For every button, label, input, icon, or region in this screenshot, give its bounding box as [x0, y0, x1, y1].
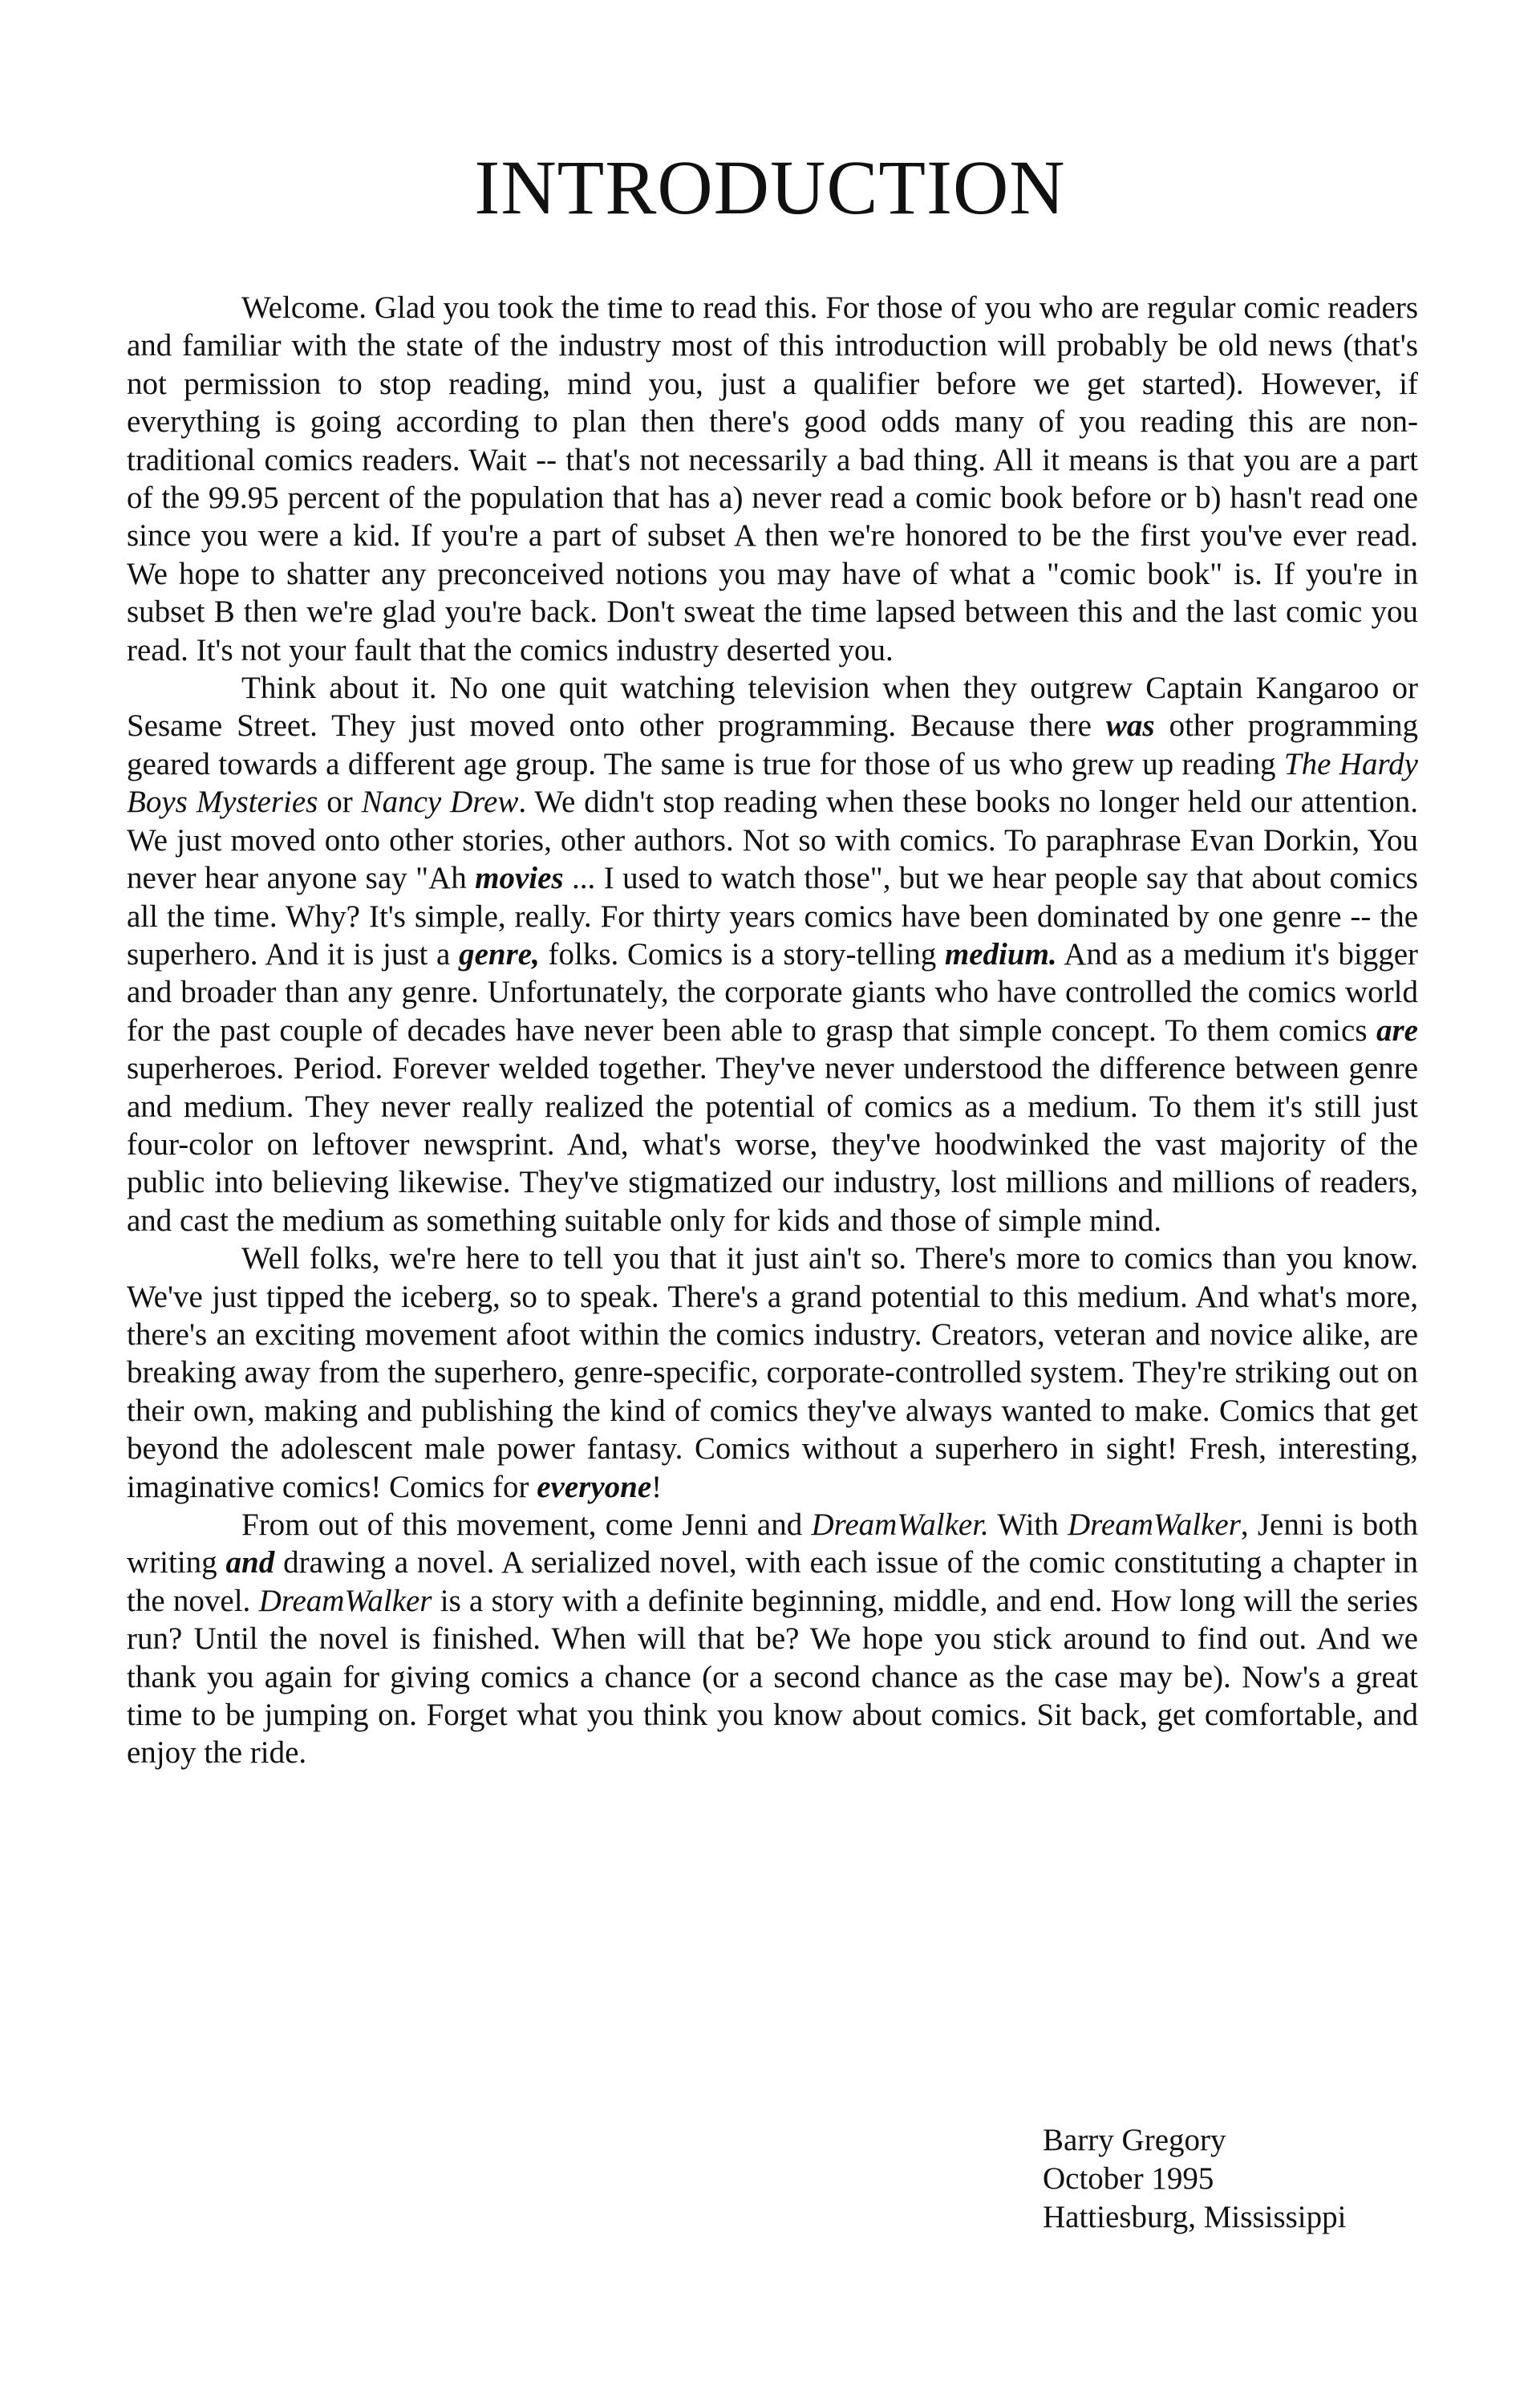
text-run: . We didn't stop reading when these books no longer held our attention. We just moved onto other stories, other authors. Not so with comics. To paraphrase Evan Dorkin, You never hear anyone say "Ah: [127, 785, 1418, 896]
emphasis-italic: DreamWalker.: [811, 1507, 989, 1542]
text-run: , Jenni is both writing: [127, 1507, 1419, 1580]
signature-date: October 1995: [1043, 2161, 1214, 2196]
introduction-body: [127, 289, 1418, 1772]
signature-place: Hattiesburg, Mississippi: [1043, 2200, 1347, 2234]
emphasis-bold-italic: genre,: [459, 936, 540, 972]
paragraph-4: [127, 1506, 1418, 1772]
emphasis-bold-italic: was: [1105, 708, 1155, 744]
text-run: drawing a novel. A serialized novel, with each issue of the comic constituting a chapter in the novel.: [127, 1545, 1418, 1618]
emphasis-italic: DreamWalker: [258, 1583, 432, 1618]
signature-block: [1043, 2121, 1346, 2237]
text-run: superheroes. Period. Forever welded together. They've never understood the difference between genre and medium. They never really realized the potential of comics as a medium. To them it's still just four-color on leftover newsprint. And, what's worse, they've hoodwinked the vast majority of the public into believing likewise. They've stigmatized our industry, lost millions and millions of readers, and cast the medium as something suitable only for kids and those of simple mind.: [127, 1051, 1418, 1238]
emphasis-italic: DreamWalker: [1067, 1507, 1241, 1542]
text-run: And as a medium it's bigger and broader than any genre. Unfortunately, the corporate giants who have controlled the comics world for the past couple of decades have never been able to grasp that simple concept. To them comics: [127, 936, 1418, 1048]
page-title: INTRODUCTION: [474, 144, 1066, 230]
paragraph-3: [127, 1240, 1418, 1506]
emphasis-italic: Nancy Drew: [361, 785, 519, 820]
text-run: Well folks, we're here to tell you that it just ain't so. There's more to comics than you know. We've just tipped the iceberg, so to speak. There's a grand potential to this medium. And what's more, there's an exciting movement afoot within the comics industry. Creators, veteran and novice alike, are breaking away from the superhero, genre-specific, corporate-controlled system. They're striking out on their own, making and publishing the kind of comics they've always wanted to make. Comics that get beyond the adolescent male power fantasy. Comics without a superhero in sight! Fresh, interesting, imaginative comics! Comics for: [127, 1241, 1418, 1504]
text-run: folks. Comics is a story-telling: [539, 936, 945, 972]
emphasis-bold-italic: and: [225, 1545, 275, 1580]
text-run: !: [651, 1469, 663, 1504]
emphasis-italic: The Hardy Boys Mysteries: [127, 746, 1418, 820]
text-run: Welcome. Glad you took the time to read this. For those of you who are regular comic readers and familiar with the state of the industry most of this introduction will probably be old news (that's not permission to stop reading, mind you, just a qualifier before we get started). However, if everything is going according to plan then there's good odds many of you reading this are non-traditional comics readers. Wait -- that's not necessarily a bad thing. All it means is that you are a part of the 99.95 percent of the population that has a) never read a comic book before or b) hasn't read one since you were a kid. If you're a part of subset A then we're honored to be the first you've ever read. We hope to shatter any preconceived notions you may have of what a "comic book" is. If you're in subset B then we're glad you're back. Don't sweat the time lapsed between this and the last comic you read. It's not your fault that the comics industry deserted you.: [127, 290, 1418, 667]
emphasis-bold-italic: everyone: [537, 1469, 652, 1504]
text-run: From out of this movement, come Jenni and: [241, 1507, 812, 1542]
emphasis-bold-italic: are: [1376, 1012, 1418, 1048]
author-name: Barry Gregory: [1043, 2123, 1226, 2157]
text-run: ... I used to watch those", but we hear people say that about comics all the time. Why? It's simple, really. For thirty years comics have been dominated by one genre -- the superhero. And it is just a: [127, 861, 1418, 972]
emphasis-bold-italic: movies: [475, 861, 564, 896]
paragraph-2: [127, 669, 1418, 1240]
text-run: is a story with a definite beginning, middle, and end. How long will the series run? Until the novel is finished. When will that be? We hope you stick around to find out. And we thank you again for giving comics a chance (or a second chance as the case may be). Now's a great time to be jumping on. Forget what you think you know about comics. Sit back, get comfortable, and enjoy the ride.: [127, 1583, 1418, 1771]
text-run: With: [988, 1507, 1068, 1542]
paragraph-1: [127, 289, 1418, 669]
text-run: Think about it. No one quit watching television when they outgrew Captain Kangaroo or Sesame Street. They just moved onto other programming. Because there: [127, 671, 1418, 744]
text-run: other programming geared towards a different age group. The same is true for those of us who grew up reading: [127, 708, 1418, 781]
text-run: or: [318, 785, 362, 820]
emphasis-bold-italic: medium.: [944, 936, 1057, 972]
